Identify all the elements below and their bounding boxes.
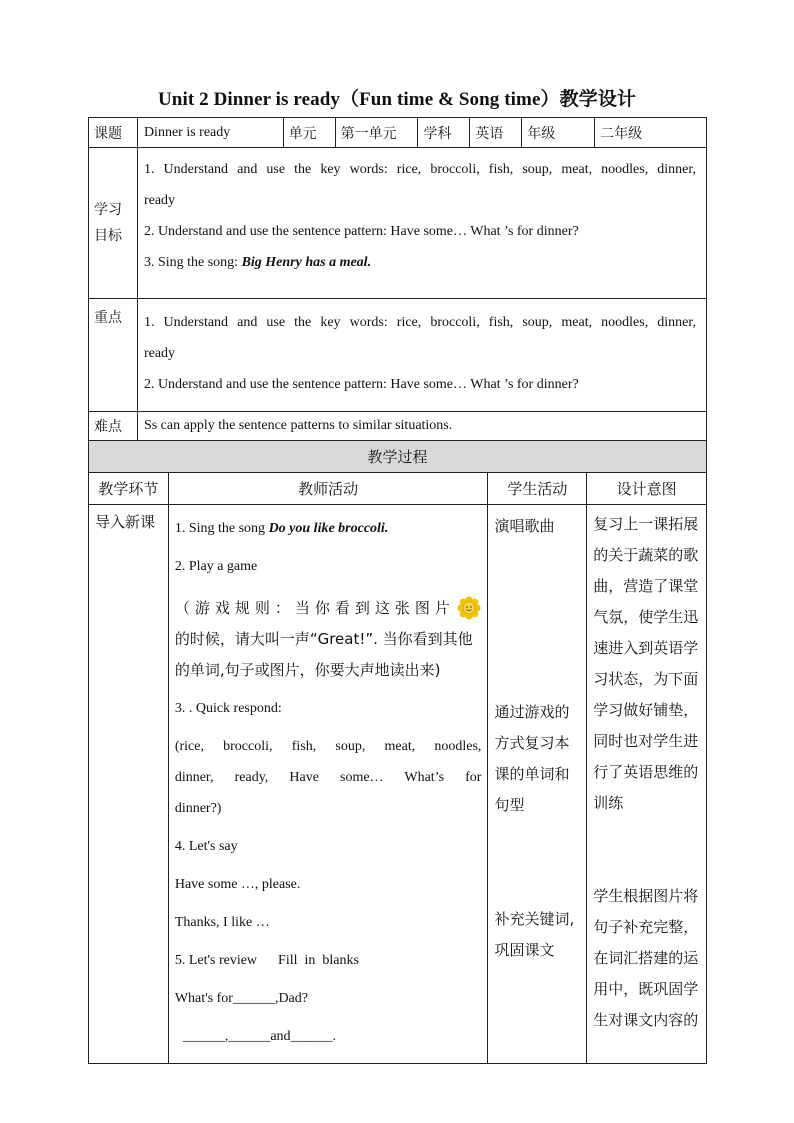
student-activity-2c: 课的单词和 [494, 765, 570, 783]
game-rule-line-3: 的单词,句子或图片，你要大声地读出来) [174, 661, 441, 679]
header-design: 设计意图 [587, 473, 707, 505]
design-line: 学生根据图片将 [593, 887, 699, 905]
subject-value: 英语 [470, 118, 522, 148]
teacher-item-1 [175, 513, 482, 544]
design-line: 句子补充完整， [593, 918, 699, 936]
fill-line-2: ______,______and______. [182, 1029, 337, 1044]
difficulty-text: Ss can apply the sentence patterns to similar situations. [137, 412, 706, 441]
header-teacher: 教师活动 [168, 473, 488, 505]
teacher-item-3: 3. . Quick respond: [174, 701, 282, 716]
say-line-2: Thanks, I like … [174, 915, 270, 930]
objectives-content [137, 148, 706, 299]
objective-3-song: Big Henry has a meal. [241, 255, 372, 270]
design-line: 气氛，使学生迅 [593, 608, 699, 626]
teacher-item-5: 5. Let's review Fill in blanks [174, 953, 359, 968]
objective-1a: 1. Understand and use the key words: rice, broccoli, fish, soup, meat, noodles, dinner, [143, 162, 696, 177]
design-line: 复习上一课拓展 [593, 515, 699, 533]
page-title: Unit 2 Dinner is ready（Fun time & Song time）教学设计 [157, 89, 637, 110]
key-points-label: 重点 [89, 299, 138, 412]
key-point-1a: 1. Understand and use the key words: rice, broccoli, fish, soup, meat, noodles, dinner, [143, 315, 696, 330]
objective-1b: ready [143, 193, 176, 208]
design-line: 曲，营造了课堂 [593, 577, 699, 595]
key-point-2: 2. Understand and use the sentence pattern: Have some… What ’s for dinner? [143, 377, 579, 392]
design-line: 的关于蔬菜的歌 [593, 546, 699, 564]
key-points-content [137, 299, 706, 412]
objectives-label: 学习目标 [89, 148, 138, 299]
quick-words-line-3: dinner?) [174, 801, 222, 816]
quick-words-line-1: (rice, broccoli, fish, soup, meat, noodles, [174, 739, 482, 754]
grade-label: 年级 [522, 118, 595, 148]
design-line: 速进入到英语学 [593, 639, 699, 657]
teacher-activities [168, 505, 488, 1064]
header-stage: 教学环节 [89, 473, 169, 505]
info-table [88, 117, 707, 441]
student-activity-3b: 巩固课文 [494, 941, 555, 959]
design-intent [587, 505, 707, 1064]
design-line: 生对课文内容的 [593, 1011, 699, 1029]
fill-line-1: What's for______,Dad? [174, 991, 308, 1006]
sunflower-icon [457, 596, 481, 620]
design-line: 习状态，为下面 [593, 670, 699, 688]
quick-words-line-2: dinner, ready, Have some… What’s for [174, 770, 482, 785]
student-activity-2d: 句型 [494, 796, 525, 814]
design-line: 训练 [593, 794, 624, 812]
objective-3-prefix: 3. Sing the song: [143, 255, 242, 270]
game-rule-line-2: 的时候，请大叫一声“Great!”. 当你看到其他 [174, 630, 473, 648]
say-line-1: Have some …, please. [174, 877, 301, 892]
game-rule-text-1: （游戏规则：当你看到这张图片 [174, 599, 455, 617]
student-activity-1: 演唱歌曲 [494, 517, 555, 535]
design-line: 学习做好铺垫， [593, 701, 699, 719]
grade-value: 二年级 [595, 118, 707, 148]
unit-value: 第一单元 [335, 118, 418, 148]
teacher-item-4: 4. Let's say [174, 839, 238, 854]
teacher-item-1-prefix: 1. Sing the song [174, 521, 269, 536]
topic-value: Dinner is ready [137, 118, 283, 148]
design-line: 在词汇搭建的运 [593, 949, 699, 967]
difficulty-label: 难点 [89, 412, 138, 441]
design-line: 用中，既巩固学 [593, 980, 699, 998]
objective-3 [138, 247, 706, 278]
design-line: 行了英语思维的 [593, 763, 699, 781]
topic-label: 课题 [89, 118, 138, 148]
process-section-title: 教学过程 [89, 441, 707, 473]
objective-2: 2. Understand and use the sentence pattern: Have some… What ’s for dinner? [143, 224, 579, 239]
student-activity-3a: 补充关键词, [494, 910, 575, 928]
student-activities [488, 505, 587, 1064]
header-student: 学生活动 [488, 473, 587, 505]
subject-label: 学科 [418, 118, 470, 148]
process-table [88, 440, 707, 1064]
teacher-item-1-song: Do you like broccoli. [268, 521, 389, 536]
teacher-item-2: 2. Play a game [174, 559, 258, 574]
design-line: 同时也对学生进 [593, 732, 699, 750]
key-point-1b: ready [143, 346, 176, 361]
unit-label: 单元 [283, 118, 335, 148]
stage-cell: 导入新课 [89, 505, 169, 1064]
student-activity-2b: 方式复习本 [494, 734, 570, 752]
student-activity-2a: 通过游戏的 [494, 703, 570, 721]
game-rule-line-1 [175, 593, 482, 624]
